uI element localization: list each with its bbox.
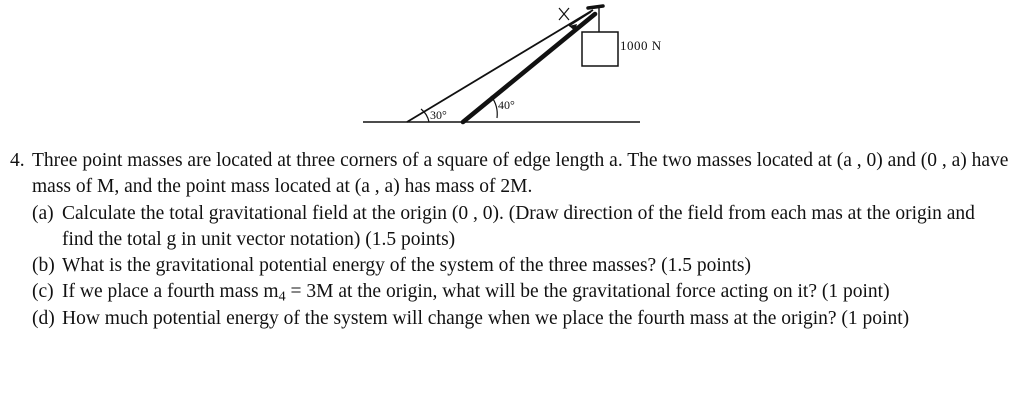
- part-label: (a): [32, 202, 54, 224]
- question-parts: [10, 201, 1010, 332]
- angle-label-left: 30°: [430, 108, 447, 122]
- part-text: [62, 279, 1010, 306]
- part-text: Calculate the total gravitational field at the origin (0 , 0). (Draw direction of the field from each mas at the origin and find the total g in unit vector notation) (1.5 points): [62, 202, 975, 250]
- part-text: What is the gravitational potential energy of the system of the three masses? (1.5 points): [62, 254, 751, 276]
- truss-drawing: [355, 0, 685, 140]
- part-text-before: If we place a fourth mass m: [62, 280, 279, 302]
- question-part: [32, 201, 1010, 253]
- question-main: [10, 148, 1010, 200]
- part-label: (c): [32, 280, 54, 302]
- part-text: How much potential energy of the system will change when we place the fourth mass at the origin? (1 point): [62, 307, 910, 329]
- problem-block: [10, 148, 1010, 332]
- question-number: 4.: [10, 150, 25, 171]
- part-text-subscript: 4: [278, 288, 286, 305]
- load-block: [582, 32, 618, 66]
- load-label: 1000 N: [620, 38, 662, 53]
- part-label: (d): [32, 307, 55, 329]
- part-text-after: = 3M at the origin, what will be the gravitational force acting on it? (1 point): [285, 280, 890, 302]
- question-statement: Three point masses are located at three corners of a square of edge length a. The two masses located at (a , 0) and (0 , a) have mass of M, and the point mass located at (a , a) has mass of 2M.: [32, 150, 1009, 197]
- question-part: [32, 306, 1010, 332]
- figure-diagram: [355, 0, 685, 140]
- angle-label-right: 40°: [498, 98, 515, 112]
- question-part: [32, 253, 1010, 279]
- apex-cap: [588, 6, 603, 8]
- question-part: [32, 279, 1010, 306]
- part-label: (b): [32, 254, 55, 276]
